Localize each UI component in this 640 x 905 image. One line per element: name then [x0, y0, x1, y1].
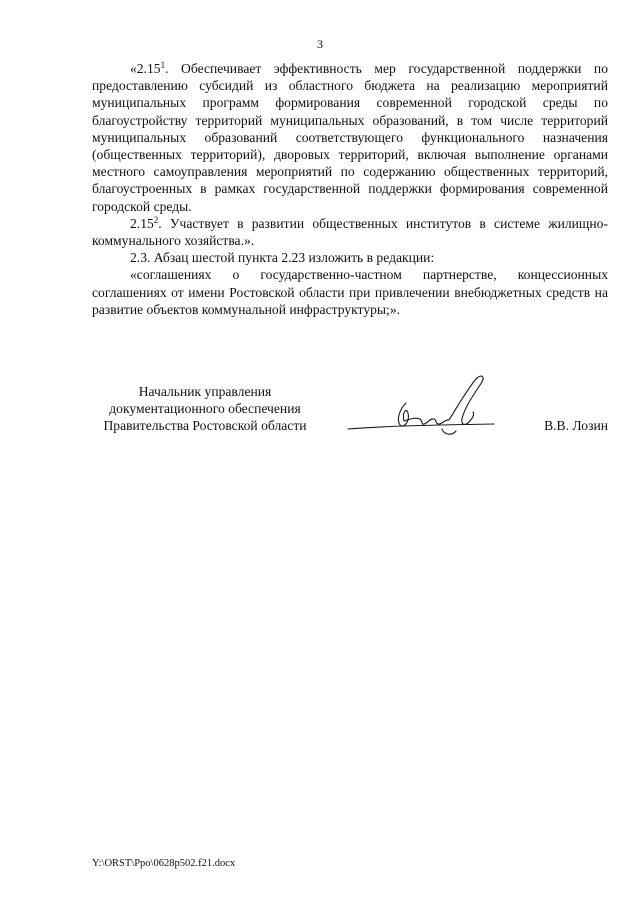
position-line: Правительства Ростовской области — [103, 418, 307, 434]
paragraph-text: . Обеспечивает эффективность мер государственной поддержки по предоставлению субсидий из областного бюджета на реализацию мероприятий муниципальных программ формирования современной городской среды по благоустройству территорий муниципальных образований, в том числе территорий муниципальных образований соответствующего функционального назначения (общественных территорий), дворовых территорий, включая выполнение органами местного самоуправления мероприятий по содержанию общественных территорий, благоустроенных в рамках государственной поддержки формирования современной городской среды. — [92, 61, 608, 214]
footer-file-path: Y:\ORST\Ppo\0628p502.f21.docx — [92, 858, 236, 869]
handwritten-signature — [344, 369, 504, 443]
superscript-index: 1 — [160, 60, 166, 70]
signer-position — [92, 383, 318, 435]
paragraph-text: . Участвует в развитии общественных институтов в системе жилищно-коммунального хозяйства.». — [92, 215, 608, 249]
position-line: Начальник управления — [138, 384, 272, 399]
paragraph-quote — [92, 266, 608, 318]
document-body — [92, 60, 608, 318]
signature-block — [92, 383, 608, 443]
position-line: документационного обеспечения — [109, 401, 301, 417]
paragraph-number: «2.15 — [130, 61, 161, 76]
paragraph-2-3 — [92, 249, 608, 266]
superscript-index: 2 — [153, 214, 159, 225]
paragraph-text: «соглашениях о государственно-частном партнерстве, концессионных соглашениях от имени Ростовской области при привлечении внебюджетных средств на развитие объектов коммунальной инфраструктуры;». — [92, 267, 608, 317]
paragraph-text: 2.3. Абзац шестой пункта 2.23 изложить в редакции: — [130, 250, 435, 266]
page-number: 3 — [317, 37, 323, 51]
paragraph-number: 2.15 — [130, 215, 154, 231]
paragraph-2-15-1 — [92, 60, 608, 215]
signer-name: В.В. Лозин — [544, 418, 608, 433]
paragraph-2-15-2 — [92, 215, 608, 249]
